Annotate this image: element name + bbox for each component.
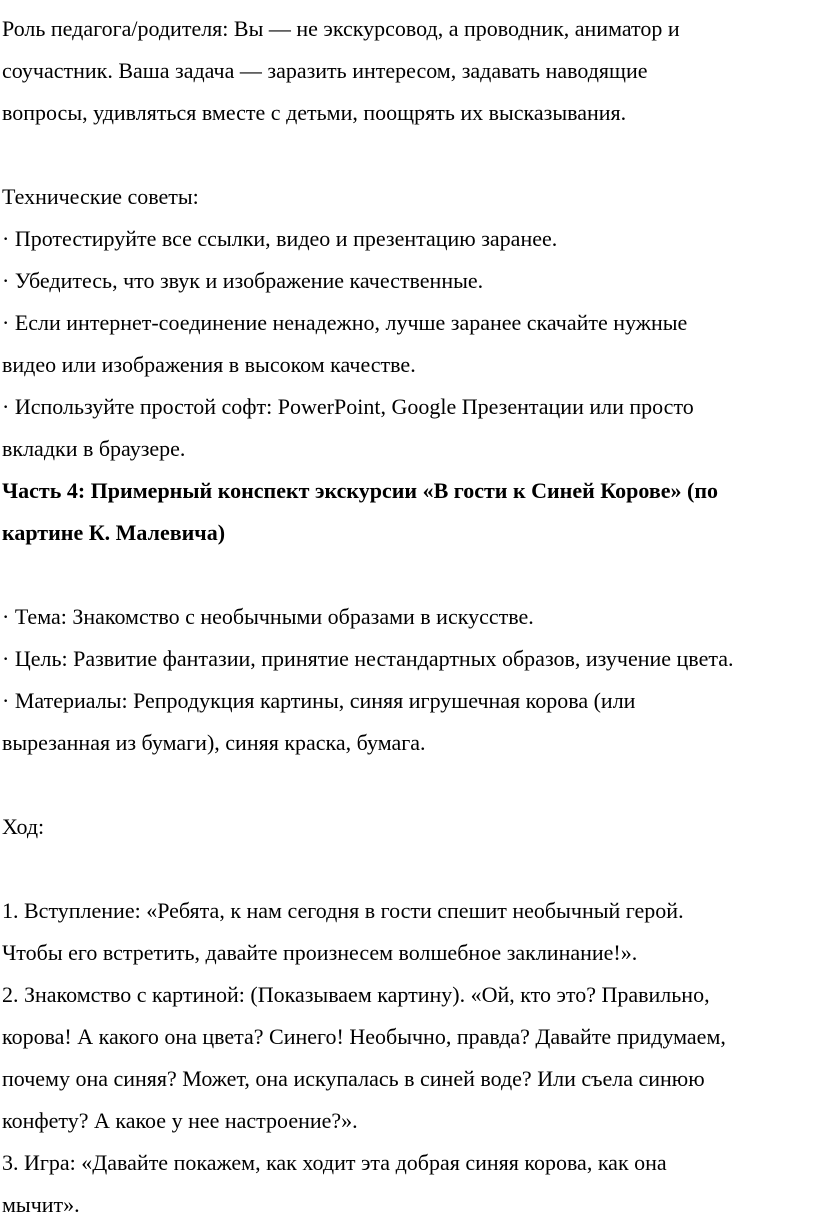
role-paragraph-line: соучастник. Ваша задача — заразить интересом, задавать наводящие: [2, 58, 648, 83]
step-line: 1. Вступление: «Ребята, к нам сегодня в гости спешит необычный герой.: [2, 898, 684, 923]
role-paragraph-line: Роль педагога/родителя: Вы — не экскурсовод, а проводник, аниматор и: [2, 16, 680, 41]
role-paragraph-line: вопросы, удивляться вместе с детьми, поощрять их высказывания.: [2, 100, 627, 125]
details-line: вырезанная из бумаги), синяя краска, бумага.: [2, 730, 426, 755]
tech-tips-heading: Технические советы:: [2, 184, 199, 209]
part4-heading-line: Часть 4: Примерный конспект экскурсии «В гости к Синей Корове» (по: [2, 478, 718, 503]
step-line: конфету? А какое у нее настроение?».: [2, 1108, 358, 1133]
tech-tip-line: · Протестируйте все ссылки, видео и презентацию заранее.: [2, 226, 558, 251]
details-line: · Цель: Развитие фантазии, принятие нестандартных образов, изучение цвета.: [2, 646, 734, 671]
step-line: 3. Игра: «Давайте покажем, как ходит эта добрая синяя корова, как она: [2, 1150, 667, 1175]
tech-tip-line: · Если интернет-соединение ненадежно, лучше заранее скачайте нужные: [2, 310, 688, 335]
details-line: · Материалы: Репродукция картины, синяя игрушечная корова (или: [2, 688, 636, 713]
tech-tip-line: · Используйте простой софт: PowerPoint, Google Презентации или просто: [2, 394, 694, 419]
tech-tip-line: вкладки в браузере.: [2, 436, 186, 461]
details-line: · Тема: Знакомство с необычными образами в искусстве.: [2, 604, 534, 629]
step-line: почему она синяя? Может, она искупалась в синей воде? Или съела синюю: [2, 1066, 705, 1091]
tech-tip-line: видео или изображения в высоком качестве.: [2, 352, 416, 377]
course-heading: Ход:: [2, 814, 45, 839]
step-line: 2. Знакомство с картиной: (Показываем картину). «Ой, кто это? Правильно,: [2, 982, 710, 1007]
step-line: мычит».: [2, 1192, 80, 1217]
step-line: Чтобы его встретить, давайте произнесем волшебное заклинание!».: [2, 940, 638, 965]
step-line: корова! А какого она цвета? Синего! Необычно, правда? Давайте придумаем,: [2, 1024, 726, 1049]
part4-heading-line: картине К. Малевича): [2, 520, 226, 545]
tech-tip-line: · Убедитесь, что звук и изображение качественные.: [2, 268, 484, 293]
